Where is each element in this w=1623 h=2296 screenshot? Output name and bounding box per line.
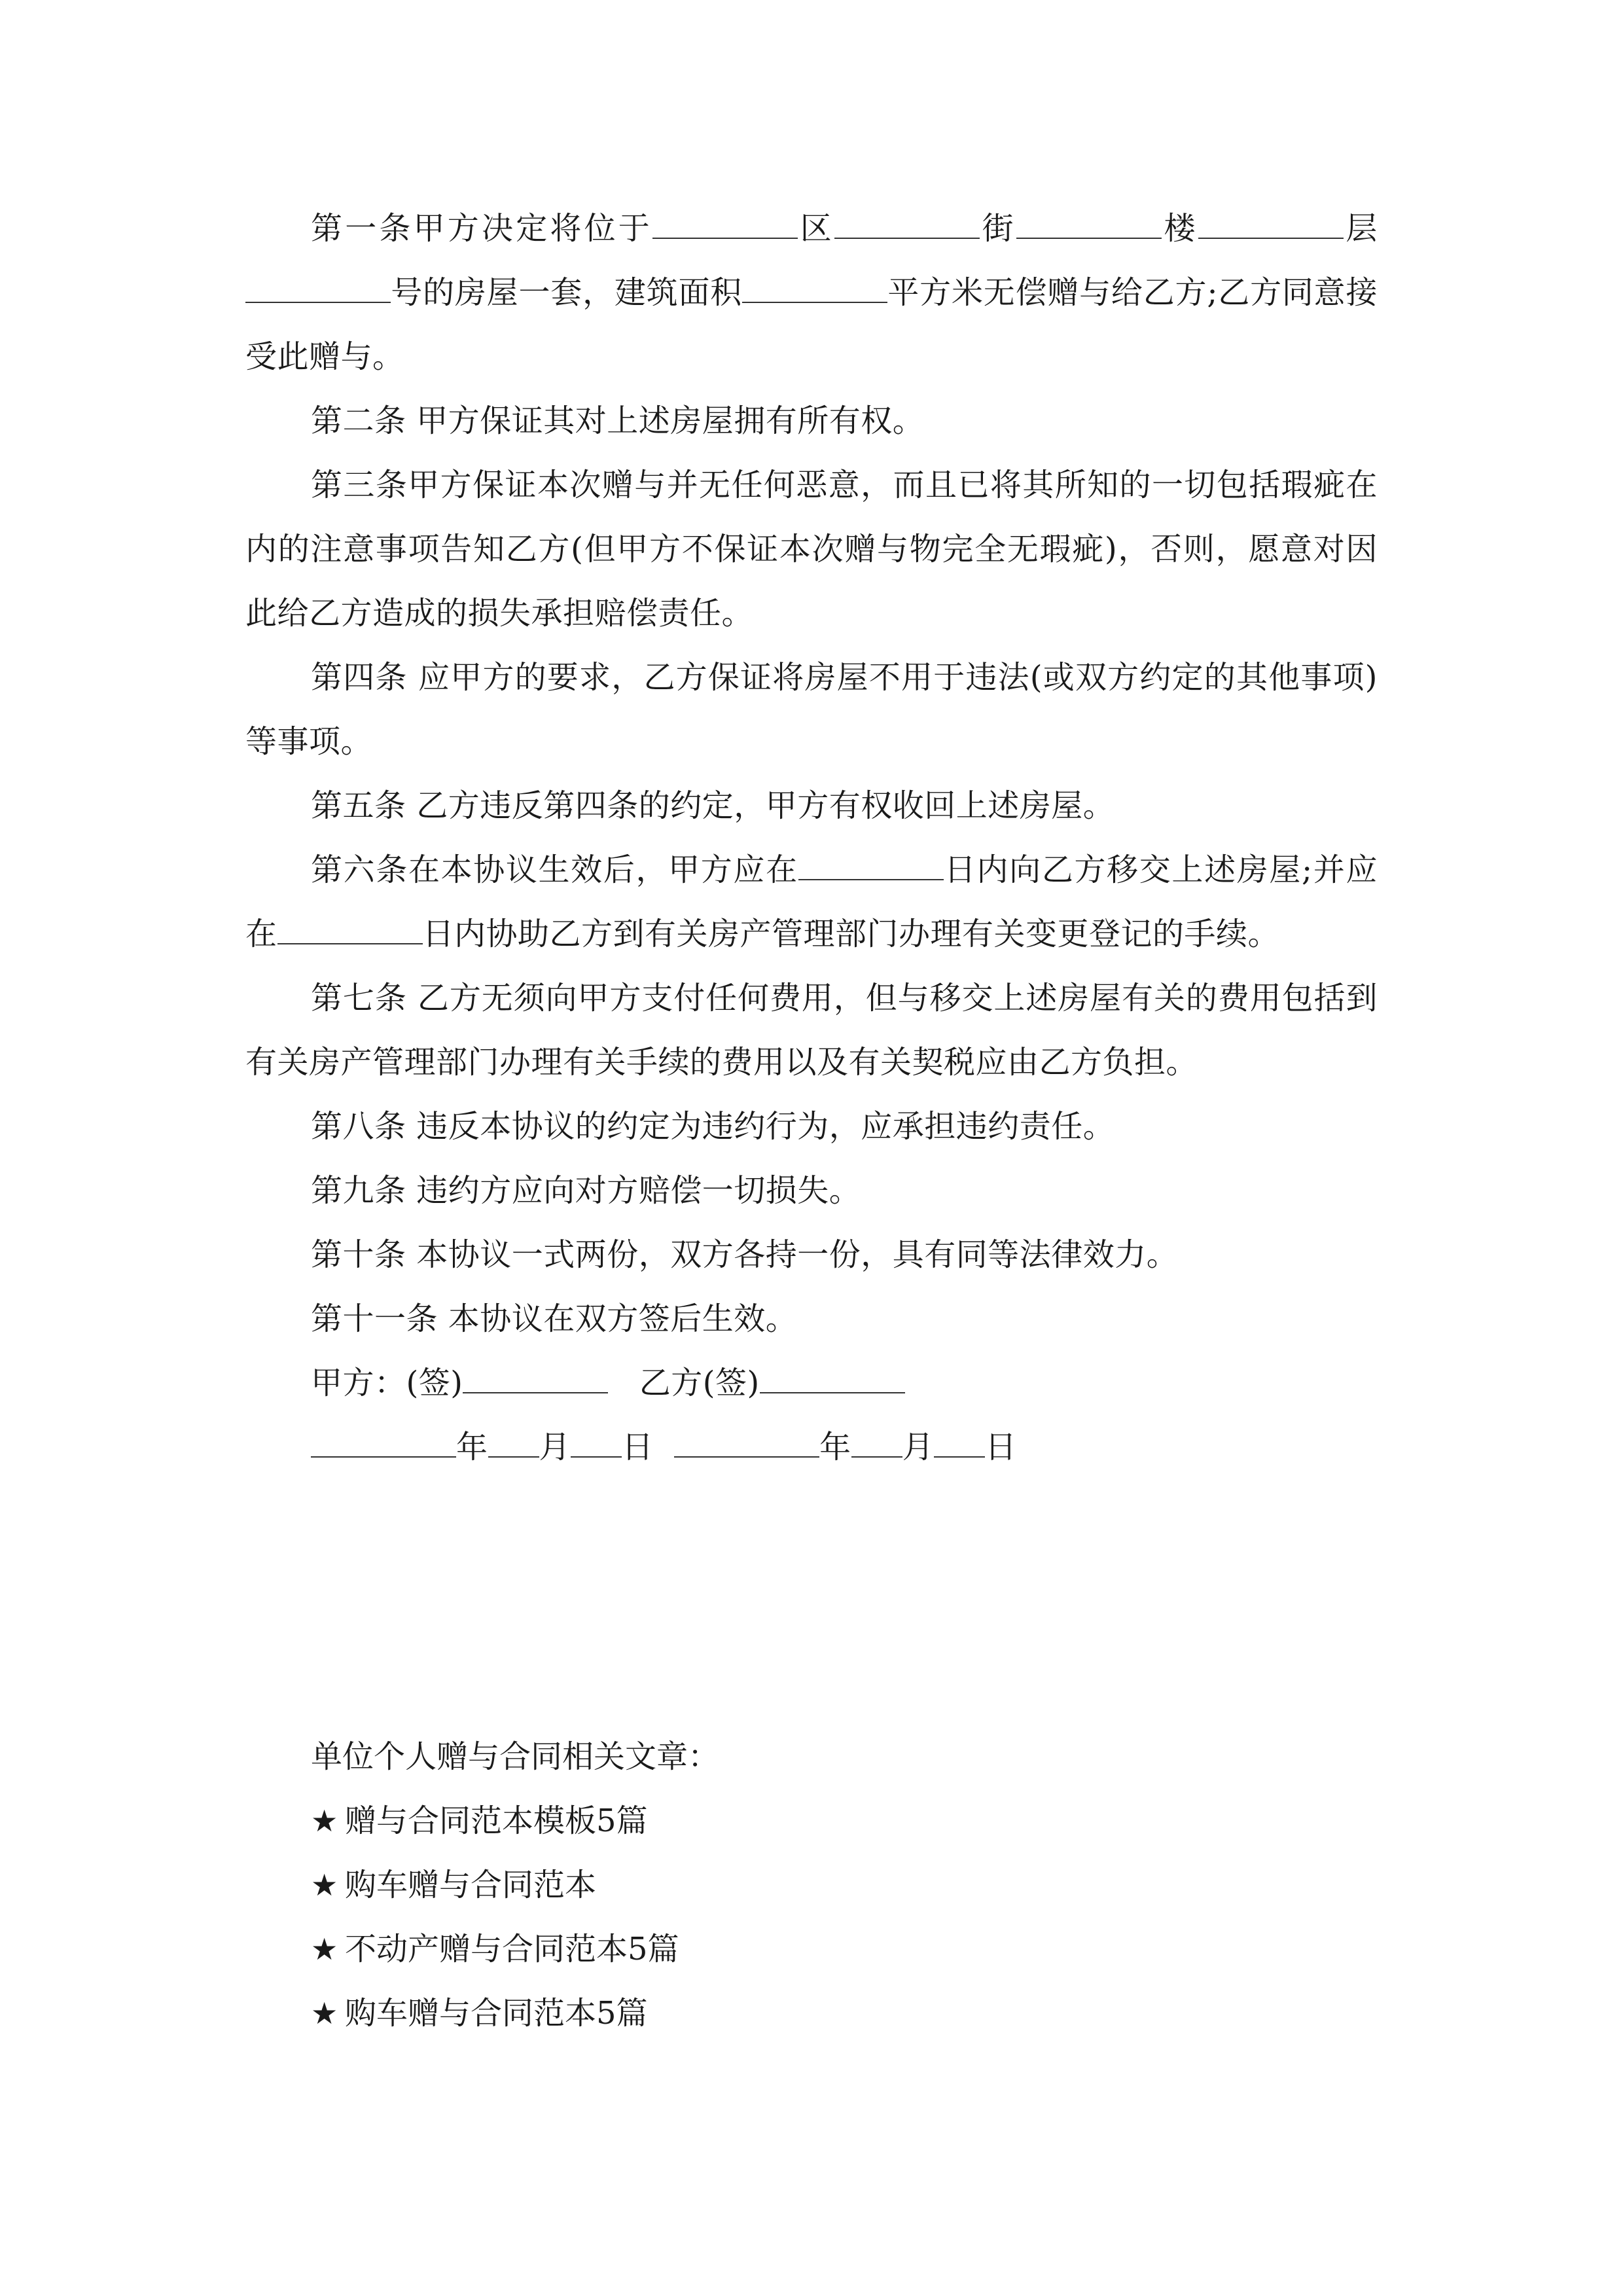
article-11: 第十一条 本协议在双方签后生效。 [311,1300,798,1337]
star-icon: ★ [311,1803,338,1839]
related-link-label[interactable]: 购车赠与合同范本5篇 [345,1995,648,2032]
party-a-label: 甲方：(签) [311,1365,463,1401]
party-a-signature-blank[interactable] [463,1366,608,1393]
party-b-day-blank[interactable] [934,1430,985,1458]
article-1: 第一条甲方决定将位于 区 街 楼 层号的房屋一套，建筑面积 平方米无偿赠与给乙方;乙方同意接受此赠与。 [245,210,1378,375]
article-8: 第八条 违反本协议的约定为违约行为，应承担违约责任。 [311,1108,1115,1145]
article-6: 第六条在本协议生效后，甲方应在 日内向乙方移交上述房屋;并应在 日内协助乙方到有关房产管理部门办理有关变更登记的手续。 [245,852,1378,952]
date-line: 年 月 日 年 月 日 [245,1415,1378,1479]
related-articles-title: 单位个人赠与合同相关文章： [311,1738,720,1775]
room-number-blank[interactable] [245,276,391,303]
floor-blank[interactable] [1198,211,1344,239]
street-blank[interactable] [834,211,980,239]
handover-days-blank[interactable] [798,853,944,880]
party-b-month-blank[interactable] [851,1430,902,1458]
related-link[interactable] [245,1981,1378,2045]
related-link-label[interactable]: 不动产赠与合同范本5篇 [345,1931,679,1967]
article-3: 第三条甲方保证本次赠与并无任何恶意，而且已将其所知的一切包括瑕疵在内的注意事项告知乙方(但甲方不保证本次赠与物完全无瑕疵)，否则，愿意对因此给乙方造成的损失承担赔偿责任。 [245,467,1378,632]
related-articles [245,1725,1378,2045]
related-link-label[interactable]: 赠与合同范本模板5篇 [345,1803,648,1839]
related-link-label[interactable]: 购车赠与合同范本 [345,1867,597,1903]
article-7: 第七条 乙方无须向甲方支付任何费用，但与移交上述房屋有关的费用包括到有关房产管理部门办理有关手续的费用以及有关契税应由乙方负担。 [245,980,1378,1081]
article-10: 第十条 本协议一式两份，双方各持一份，具有同等法律效力。 [311,1236,1179,1273]
contract-body [245,196,1378,1479]
party-b-year-blank[interactable] [674,1430,819,1458]
related-link[interactable] [245,1789,1378,1853]
article-2: 第二条 甲方保证其对上述房屋拥有所有权。 [311,403,925,439]
building-blank[interactable] [1016,211,1162,239]
star-icon: ★ [311,1867,338,1903]
party-a-month-blank[interactable] [488,1430,539,1458]
star-icon: ★ [311,1996,338,2031]
signature-line [245,1351,1378,1415]
related-link[interactable] [245,1917,1378,1981]
registration-days-blank[interactable] [277,917,423,944]
party-a-year-blank[interactable] [311,1430,456,1458]
article-4: 第四条 应甲方的要求，乙方保证将房屋不用于违法(或双方约定的其他事项)等事项。 [245,659,1378,760]
party-a-day-blank[interactable] [571,1430,622,1458]
party-b-signature-blank[interactable] [760,1366,905,1393]
article-5: 第五条 乙方违反第四条的约定，甲方有权收回上述房屋。 [311,787,1115,824]
star-icon: ★ [311,1931,338,1967]
district-blank[interactable] [652,211,798,239]
party-b-label: 乙方(签) [639,1365,760,1401]
related-link[interactable] [245,1853,1378,1917]
article-9: 第九条 违约方应向对方赔偿一切损失。 [311,1172,861,1209]
area-blank[interactable] [742,276,887,303]
